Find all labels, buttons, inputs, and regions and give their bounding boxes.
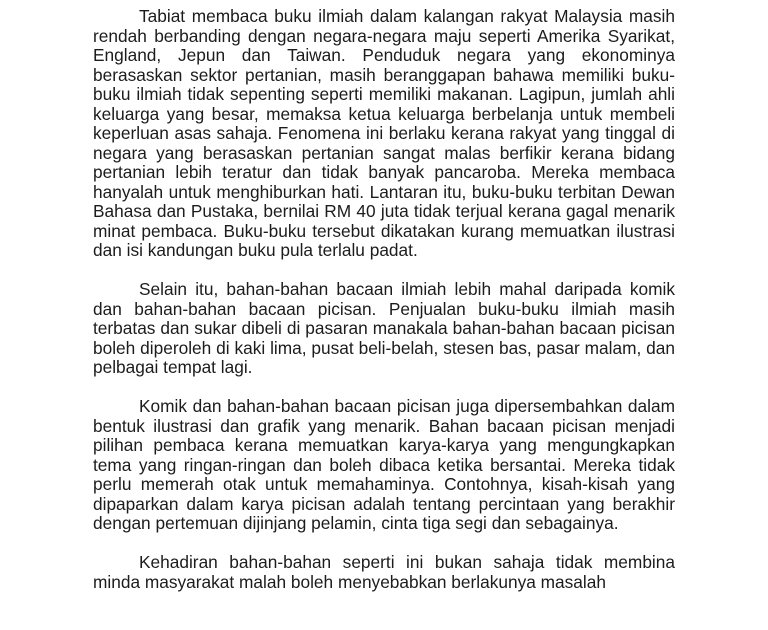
- document-page: [93, 7, 675, 612]
- paragraph-2: Selain itu, bahan-bahan bacaan ilmiah lebih mahal daripada komik dan bahan-bahan bacaan picisan. Penjualan buku-buku ilmiah masih terbatas dan sukar dibeli di pasaran manakala bahan-bahan bacaan picisan boleh diperoleh di kaki lima, pusat beli-belah, stesen bas, pasar malam, dan pelbagai tempat lagi.: [93, 279, 675, 377]
- paragraph-3: Komik dan bahan-bahan bacaan picisan juga dipersembahkan dalam bentuk ilustrasi dan grafik yang menarik. Bahan bacaan picisan menjadi pilihan pembaca kerana memuatkan karya-karya yang mengungkapkan tema yang ringan-ringan dan boleh dibaca ketika bersantai. Mereka tidak perlu memerah otak untuk memahaminya. Contohnya, kisah-kisah yang dipaparkan dalam karya picisan adalah tentang percintaan yang berakhir dengan pertemuan dijinjang pelamin, cinta tiga segi dan sebagainya.: [93, 396, 675, 533]
- paragraph-4: Kehadiran bahan-bahan seperti ini bukan sahaja tidak membina minda masyarakat malah boleh menyebabkan berlakunya masalah: [93, 552, 675, 592]
- paragraph-1: Tabiat membaca buku ilmiah dalam kalangan rakyat Malaysia masih rendah berbanding dengan negara-negara maju seperti Amerika Syarikat, England, Jepun dan Taiwan. Penduduk negara yang ekonominya berasaskan sektor pertanian, masih beranggapan bahawa memiliki buku-buku ilmiah tidak sepenting seperti memiliki makanan. Lagipun, jumlah ahli keluarga yang besar, memaksa ketua keluarga berbelanja untuk membeli keperluan asas sahaja. Fenomena ini berlaku kerana rakyat yang tinggal di negara yang berasaskan pertanian sangat malas berfikir kerana bidang pertanian lebih teratur dan tidak banyak pancaroba. Mereka membaca hanyalah untuk menghiburkan hati. Lantaran itu, buku-buku terbitan Dewan Bahasa dan Pustaka, bernilai RM 40 juta tidak terjual kerana gagal menarik minat pembaca. Buku-buku tersebut dikatakan kurang memuatkan ilustrasi dan isi kandungan buku pula terlalu padat.: [93, 6, 675, 260]
